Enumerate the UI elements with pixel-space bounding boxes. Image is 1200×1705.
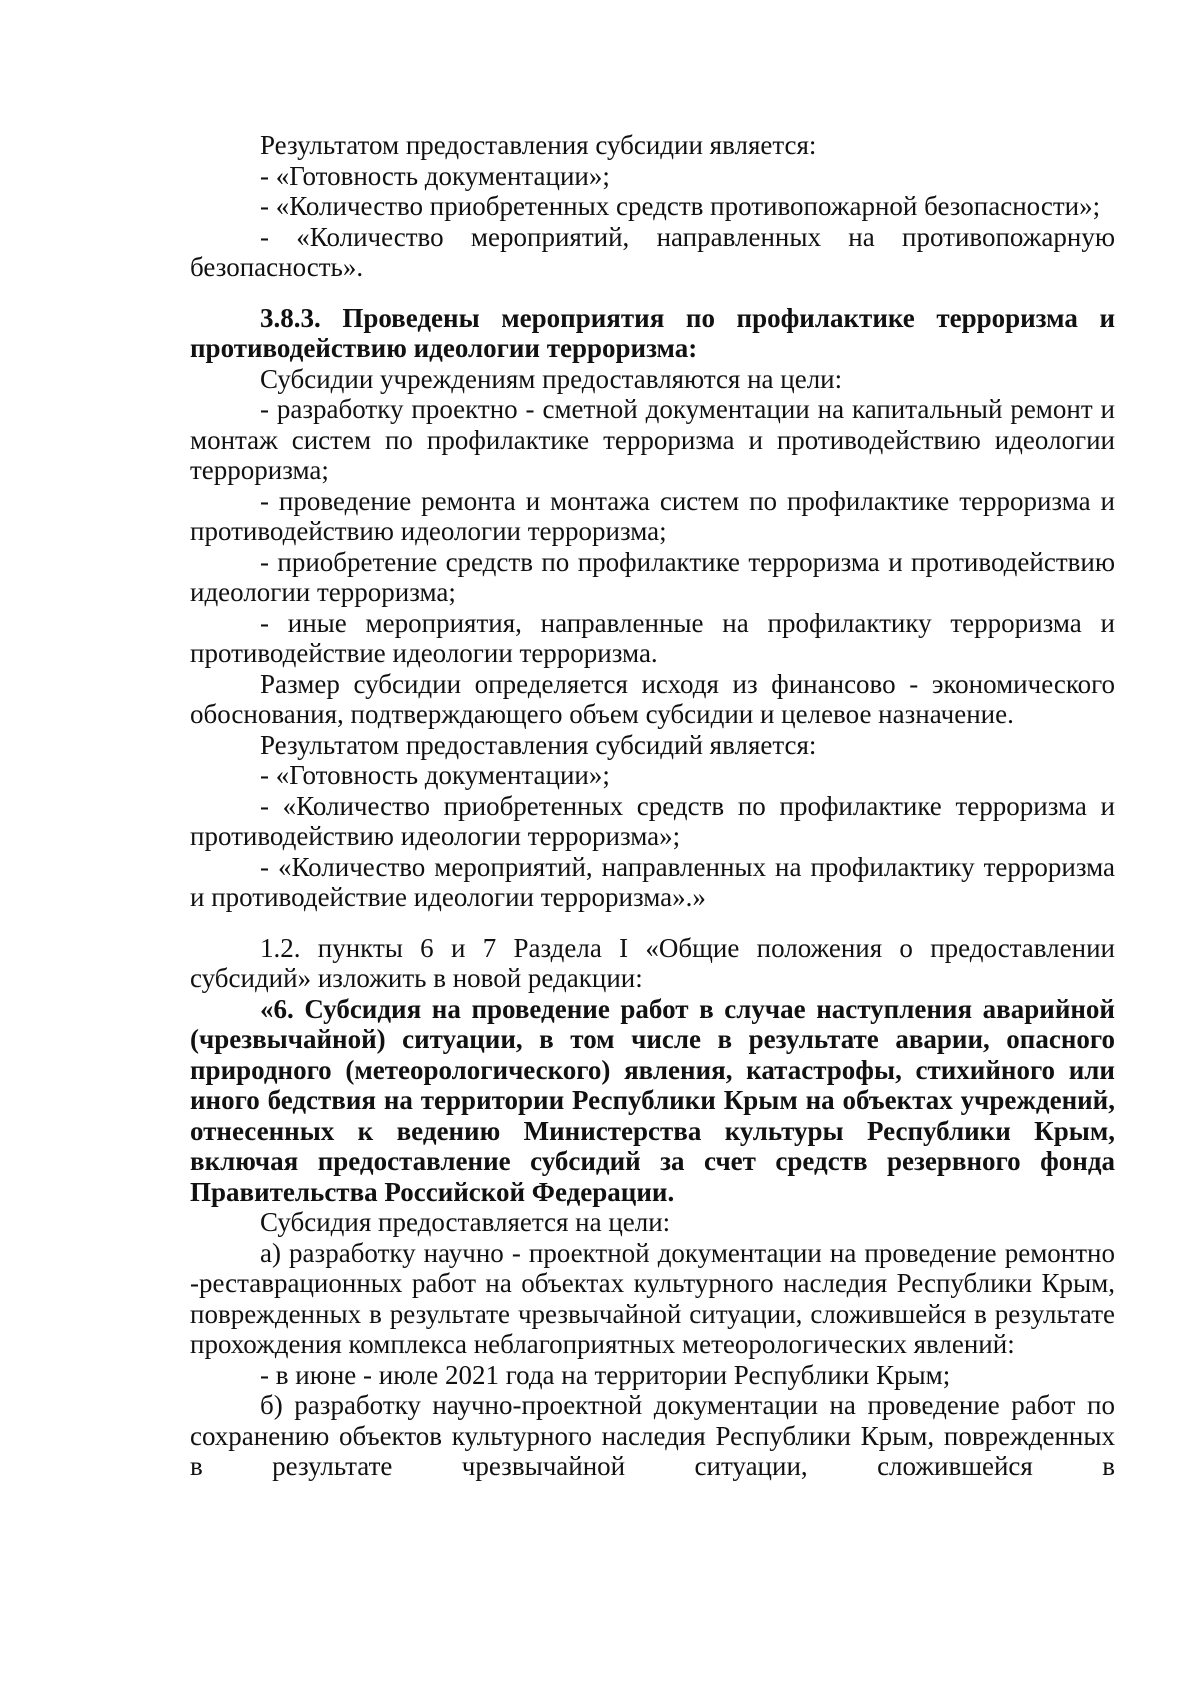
list-item: - проведение ремонта и монтажа систем по профилактике терроризма и противодействию идеологии терроризма; (190, 485, 1115, 546)
list-item: - «Количество приобретенных средств противопожарной безопасности»; (260, 191, 1101, 221)
list-item: - в июне - июле 2021 года на территории Республики Крым; (260, 1359, 951, 1390)
paragraph: Размер субсидии определяется исходя из финансово - экономического обоснования, подтверждающего объем субсидии и целевое назначение. (190, 668, 1115, 729)
list-item: б) разработку научно-проектной документации на проведение работ по сохранению объектов культурного наследия Республики Крым, поврежденных в результате чрезвычайной ситуации, сложившейся в (190, 1390, 1115, 1481)
paragraph: Субсидия предоставляется на цели: (260, 1207, 671, 1237)
list-item: - «Количество приобретенных средств по профилактике терроризма и противодействию идеологии терроризма»; (190, 790, 1115, 851)
list-item: - разработку проектно - сметной документации на капитальный ремонт и монтаж систем по профилактике терроризма и противодействию идеологии терроризма; (190, 394, 1115, 485)
section-heading: «6. Субсидия на проведение работ в случае наступления аварийной (чрезвычайной) ситуации, в том числе в результате аварии, опасного природного (метеорологического) явления, катастрофы, стихийного или иного бедствия на территории Республики Крым на объектах учреждений, отнесенных к ведению Министерства культуры Республики Крым, включая предоставление субсидий за счет средств резервного фонда Правительства Российской Федерации. (190, 993, 1115, 1207)
list-item: - иные мероприятия, направленные на профилактику терроризма и противодействие идеологии терроризма. (190, 607, 1115, 668)
list-item: а) разработку научно - проектной документации на проведение ремонтно -реставрационных работ на объектах культурного наследия Республики Крым, поврежденных в результате чрезвычайной ситуации, сложившейся в результате прохождения комплекса неблагоприятных метеорологических явлений: (190, 1237, 1115, 1359)
paragraph: Результатом предоставления субсидий является: (260, 729, 817, 760)
paragraph: Результатом предоставления субсидии является: (260, 130, 817, 160)
paragraph: Субсидии учреждениям предоставляются на цели: (260, 363, 843, 394)
paragraph: 1.2. пункты 6 и 7 Раздела I «Общие положения о предоставлении субсидий» изложить в новой редакции: (190, 932, 1115, 993)
list-item: - «Готовность документации»; (260, 160, 610, 191)
list-item: - «Количество мероприятий, направленных на профилактику терроризма и противодействие идеологии терроризма».» (190, 851, 1115, 912)
list-item: - «Готовность документации»; (260, 760, 610, 790)
list-item: - приобретение средств по профилактике терроризма и противодействию идеологии терроризма; (190, 546, 1115, 607)
section-heading: 3.8.3. Проведены мероприятия по профилактике терроризма и противодействию идеологии терроризма: (190, 302, 1115, 363)
document-body (190, 130, 1115, 1482)
list-item: - «Количество мероприятий, направленных на противопожарную безопасность». (190, 221, 1115, 282)
